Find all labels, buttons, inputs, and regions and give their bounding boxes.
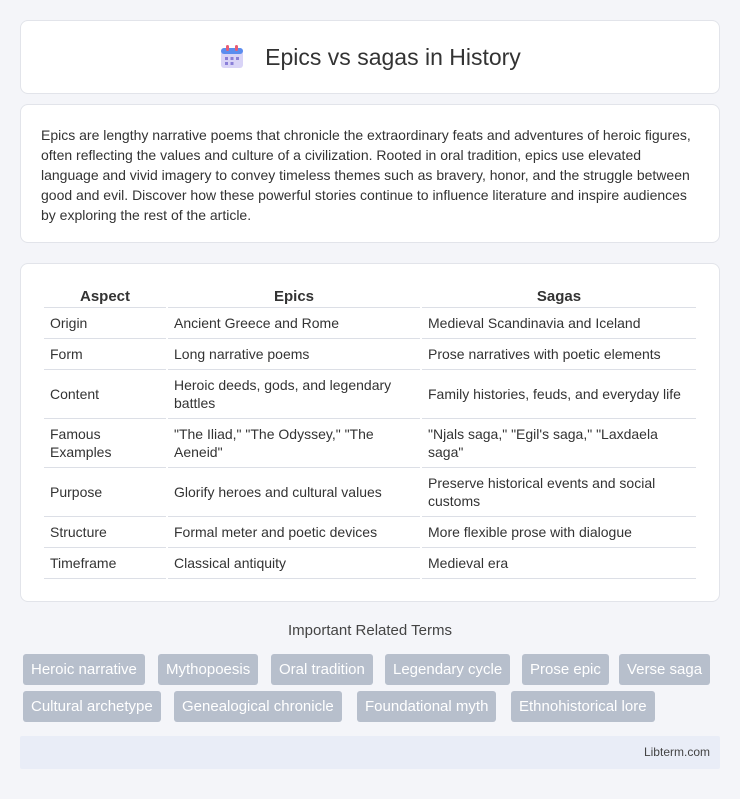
comparison-card <box>20 263 720 602</box>
tag-ethnohistorical-lore[interactable]: Ethnohistorical lore <box>511 691 655 722</box>
table-row <box>44 548 696 579</box>
intro-card <box>20 104 720 243</box>
table-row <box>44 468 696 517</box>
cell-aspect: Purpose <box>44 468 166 517</box>
table-row <box>44 308 696 339</box>
cell-epics: "The Iliad," "The Odyssey," "The Aeneid" <box>168 419 420 468</box>
cell-epics: Glorify heroes and cultural values <box>168 468 420 517</box>
tag-mythopoesis[interactable]: Mythopoesis <box>158 654 258 685</box>
header-card <box>20 20 720 94</box>
table-row <box>44 370 696 419</box>
cell-aspect: Timeframe <box>44 548 166 579</box>
cell-sagas: Preserve historical events and social customs <box>422 468 696 517</box>
cell-sagas: "Njals saga," "Egil's saga," "Laxdaela saga" <box>422 419 696 468</box>
header-sagas: Sagas <box>422 286 696 308</box>
cell-aspect: Origin <box>44 308 166 339</box>
page-title: Epics vs sagas in History <box>265 43 521 70</box>
cell-epics: Heroic deeds, gods, and legendary battles <box>168 370 420 419</box>
cell-epics: Long narrative poems <box>168 339 420 370</box>
cell-aspect: Famous Examples <box>44 419 166 468</box>
tag-cultural-archetype[interactable]: Cultural archetype <box>23 691 161 722</box>
table-row <box>44 517 696 548</box>
table-row <box>44 419 696 468</box>
comparison-table <box>42 286 698 579</box>
cell-epics: Formal meter and poetic devices <box>168 517 420 548</box>
tag-legendary-cycle[interactable]: Legendary cycle <box>385 654 510 685</box>
tag-verse-saga[interactable]: Verse saga <box>619 654 710 685</box>
tag-genealogical-chronicle[interactable]: Genealogical chronicle <box>174 691 342 722</box>
cell-aspect: Form <box>44 339 166 370</box>
cell-sagas: Family histories, feuds, and everyday life <box>422 370 696 419</box>
cell-epics: Ancient Greece and Rome <box>168 308 420 339</box>
tag-foundational-myth[interactable]: Foundational myth <box>357 691 496 722</box>
cell-sagas: More flexible prose with dialogue <box>422 517 696 548</box>
cell-sagas: Prose narratives with poetic elements <box>422 339 696 370</box>
tag-oral-tradition[interactable]: Oral tradition <box>271 654 373 685</box>
header-aspect: Aspect <box>44 286 166 308</box>
tag-prose-epic[interactable]: Prose epic <box>522 654 609 685</box>
calendar-icon <box>219 44 245 70</box>
related-terms-title: Important Related Terms <box>288 622 452 639</box>
tag-heroic-narrative[interactable]: Heroic narrative <box>23 654 145 685</box>
footer-link[interactable]: Libterm.com <box>643 745 710 759</box>
cell-epics: Classical antiquity <box>168 548 420 579</box>
cell-aspect: Content <box>44 370 166 419</box>
cell-aspect: Structure <box>44 517 166 548</box>
footer <box>20 736 720 769</box>
cell-sagas: Medieval Scandinavia and Iceland <box>422 308 696 339</box>
header-epics: Epics <box>168 286 420 308</box>
table-row <box>44 339 696 370</box>
cell-sagas: Medieval era <box>422 548 696 579</box>
intro-text: Epics are lengthy narrative poems that chronicle the extraordinary feats and adventures of heroic figures, often reflecting the values and culture of a civilization. Rooted in oral tradition, epics use elevated language and vivid imagery to convey timeless themes such as bravery, honor, and the struggle between good and evil. Discover how these powerful stories continue to influence literature and inspire audiences by exploring the rest of the article. <box>41 127 691 223</box>
